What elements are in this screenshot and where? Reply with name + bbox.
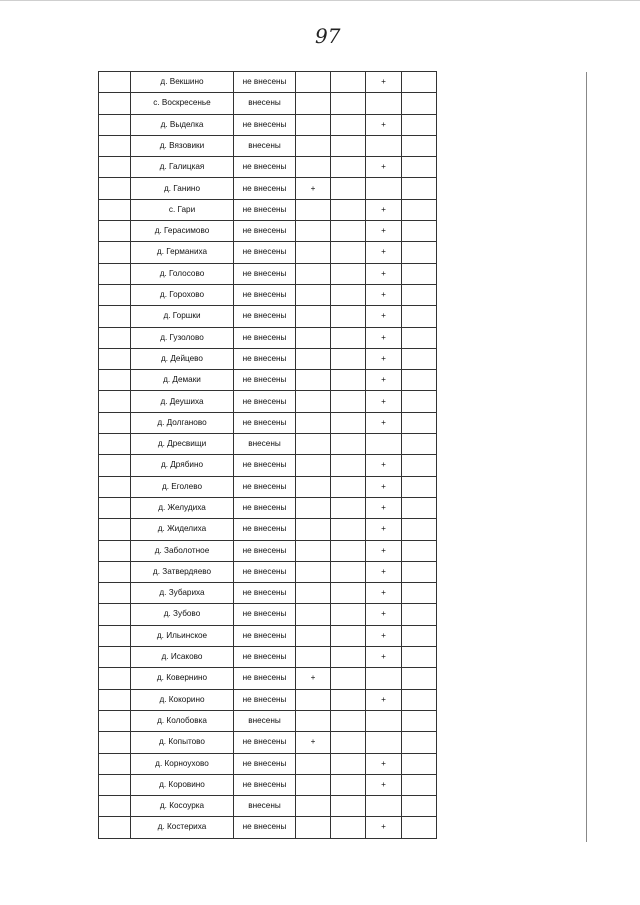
table-row	[99, 625, 437, 646]
mark-cell-3	[296, 263, 331, 284]
row-index-cell	[99, 284, 131, 305]
inclusion-status: не внесены	[234, 370, 296, 391]
mark-cell-4	[331, 242, 366, 263]
row-index-cell	[99, 625, 131, 646]
mark-cell-3	[296, 221, 331, 242]
settlement-name: д. Векшино	[131, 72, 234, 93]
inclusion-status: не внесены	[234, 263, 296, 284]
settlement-name: д. Затвердяево	[131, 561, 234, 582]
mark-cell-4	[331, 306, 366, 327]
inclusion-status: не внесены	[234, 561, 296, 582]
settlement-name: д. Желудиха	[131, 497, 234, 518]
mark-cell-5: +	[366, 647, 402, 668]
settlement-name: д. Еголево	[131, 476, 234, 497]
settlement-name: д. Горохово	[131, 284, 234, 305]
table-row	[99, 327, 437, 348]
inclusion-status: внесены	[234, 135, 296, 156]
settlement-name: д. Жиделиха	[131, 519, 234, 540]
mark-cell-5: +	[366, 221, 402, 242]
settlement-name: д. Заболотное	[131, 540, 234, 561]
mark-cell-6	[402, 732, 437, 753]
table-row	[99, 519, 437, 540]
mark-cell-3	[296, 710, 331, 731]
mark-cell-4	[331, 263, 366, 284]
mark-cell-5: +	[366, 476, 402, 497]
table-row	[99, 796, 437, 817]
inclusion-status: не внесены	[234, 540, 296, 561]
mark-cell-3	[296, 774, 331, 795]
row-index-cell	[99, 455, 131, 476]
mark-cell-6	[402, 72, 437, 93]
mark-cell-6	[402, 625, 437, 646]
mark-cell-5	[366, 434, 402, 455]
inclusion-status: не внесены	[234, 178, 296, 199]
inclusion-status: внесены	[234, 710, 296, 731]
settlement-name: д. Зубариха	[131, 583, 234, 604]
table-row	[99, 753, 437, 774]
row-index-cell	[99, 157, 131, 178]
inclusion-status: не внесены	[234, 412, 296, 433]
mark-cell-3	[296, 284, 331, 305]
mark-cell-5: +	[366, 263, 402, 284]
mark-cell-6	[402, 497, 437, 518]
mark-cell-6	[402, 135, 437, 156]
table-row	[99, 710, 437, 731]
table-row	[99, 732, 437, 753]
table-row	[99, 817, 437, 838]
table-row	[99, 583, 437, 604]
mark-cell-3	[296, 625, 331, 646]
mark-cell-6	[402, 348, 437, 369]
row-index-cell	[99, 221, 131, 242]
inclusion-status: не внесены	[234, 732, 296, 753]
row-index-cell	[99, 391, 131, 412]
inclusion-status: не внесены	[234, 625, 296, 646]
table-row	[99, 263, 437, 284]
inclusion-status: не внесены	[234, 306, 296, 327]
row-index-cell	[99, 348, 131, 369]
mark-cell-5: +	[366, 625, 402, 646]
mark-cell-4	[331, 412, 366, 433]
mark-cell-5: +	[366, 157, 402, 178]
mark-cell-4	[331, 327, 366, 348]
settlement-name: с. Гари	[131, 199, 234, 220]
inclusion-status: не внесены	[234, 391, 296, 412]
mark-cell-4	[331, 157, 366, 178]
mark-cell-3	[296, 412, 331, 433]
table-row	[99, 647, 437, 668]
table-row	[99, 561, 437, 582]
mark-cell-4	[331, 476, 366, 497]
table-row	[99, 157, 437, 178]
row-index-cell	[99, 93, 131, 114]
mark-cell-3	[296, 753, 331, 774]
mark-cell-4	[331, 114, 366, 135]
mark-cell-6	[402, 540, 437, 561]
row-index-cell	[99, 774, 131, 795]
mark-cell-6	[402, 604, 437, 625]
mark-cell-5: +	[366, 370, 402, 391]
row-index-cell	[99, 519, 131, 540]
table-body	[99, 72, 437, 839]
row-index-cell	[99, 540, 131, 561]
row-index-cell	[99, 135, 131, 156]
mark-cell-5: +	[366, 689, 402, 710]
mark-cell-5: +	[366, 306, 402, 327]
mark-cell-3	[296, 796, 331, 817]
mark-cell-5	[366, 732, 402, 753]
mark-cell-6	[402, 391, 437, 412]
mark-cell-4	[331, 689, 366, 710]
mark-cell-6	[402, 242, 437, 263]
row-index-cell	[99, 263, 131, 284]
inclusion-status: не внесены	[234, 604, 296, 625]
mark-cell-6	[402, 306, 437, 327]
inclusion-status: не внесены	[234, 284, 296, 305]
page-number: 97	[315, 24, 341, 48]
row-index-cell	[99, 668, 131, 689]
mark-cell-4	[331, 178, 366, 199]
table-row	[99, 284, 437, 305]
table-row	[99, 604, 437, 625]
settlement-name: д. Кокорино	[131, 689, 234, 710]
row-index-cell	[99, 178, 131, 199]
table-row	[99, 668, 437, 689]
mark-cell-5: +	[366, 583, 402, 604]
inclusion-status: не внесены	[234, 476, 296, 497]
inclusion-status: не внесены	[234, 327, 296, 348]
mark-cell-3	[296, 157, 331, 178]
row-index-cell	[99, 753, 131, 774]
mark-cell-5: +	[366, 817, 402, 838]
mark-cell-4	[331, 774, 366, 795]
mark-cell-5	[366, 668, 402, 689]
mark-cell-6	[402, 689, 437, 710]
mark-cell-3	[296, 689, 331, 710]
mark-cell-6	[402, 561, 437, 582]
mark-cell-5: +	[366, 114, 402, 135]
mark-cell-5	[366, 135, 402, 156]
mark-cell-4	[331, 732, 366, 753]
mark-cell-3: +	[296, 668, 331, 689]
mark-cell-3	[296, 455, 331, 476]
row-index-cell	[99, 327, 131, 348]
mark-cell-6	[402, 519, 437, 540]
table-row	[99, 497, 437, 518]
table-row	[99, 199, 437, 220]
mark-cell-3	[296, 199, 331, 220]
row-index-cell	[99, 476, 131, 497]
mark-cell-3	[296, 519, 331, 540]
inclusion-status: не внесены	[234, 497, 296, 518]
mark-cell-4	[331, 796, 366, 817]
mark-cell-3	[296, 647, 331, 668]
table-row	[99, 93, 437, 114]
row-index-cell	[99, 647, 131, 668]
inclusion-status: не внесены	[234, 114, 296, 135]
mark-cell-5: +	[366, 72, 402, 93]
mark-cell-4	[331, 199, 366, 220]
mark-cell-6	[402, 263, 437, 284]
mark-cell-3	[296, 583, 331, 604]
row-index-cell	[99, 412, 131, 433]
mark-cell-5: +	[366, 391, 402, 412]
table-row	[99, 434, 437, 455]
table-row	[99, 348, 437, 369]
settlement-name: д. Коровино	[131, 774, 234, 795]
mark-cell-3	[296, 114, 331, 135]
mark-cell-6	[402, 93, 437, 114]
mark-cell-6	[402, 455, 437, 476]
inclusion-status: не внесены	[234, 157, 296, 178]
mark-cell-4	[331, 625, 366, 646]
table-row	[99, 221, 437, 242]
mark-cell-4	[331, 72, 366, 93]
settlement-name: д. Дресвищи	[131, 434, 234, 455]
mark-cell-4	[331, 221, 366, 242]
inclusion-status: не внесены	[234, 647, 296, 668]
row-index-cell	[99, 497, 131, 518]
settlements-table	[98, 71, 437, 839]
mark-cell-3	[296, 327, 331, 348]
settlement-name: д. Германиха	[131, 242, 234, 263]
mark-cell-4	[331, 284, 366, 305]
mark-cell-3	[296, 817, 331, 838]
mark-cell-4	[331, 93, 366, 114]
mark-cell-5: +	[366, 327, 402, 348]
inclusion-status: внесены	[234, 434, 296, 455]
inclusion-status: не внесены	[234, 583, 296, 604]
inclusion-status: не внесены	[234, 72, 296, 93]
row-index-cell	[99, 710, 131, 731]
mark-cell-4	[331, 561, 366, 582]
settlement-name: д. Выделка	[131, 114, 234, 135]
row-index-cell	[99, 242, 131, 263]
table-row	[99, 774, 437, 795]
inclusion-status: не внесены	[234, 689, 296, 710]
table-row	[99, 178, 437, 199]
mark-cell-4	[331, 519, 366, 540]
settlement-name: с. Воскресенье	[131, 93, 234, 114]
table-row	[99, 476, 437, 497]
inclusion-status: не внесены	[234, 348, 296, 369]
mark-cell-3	[296, 476, 331, 497]
mark-cell-5: +	[366, 604, 402, 625]
settlement-name: д. Костериха	[131, 817, 234, 838]
mark-cell-4	[331, 817, 366, 838]
table-row	[99, 114, 437, 135]
inclusion-status: внесены	[234, 93, 296, 114]
row-index-cell	[99, 72, 131, 93]
settlement-name: д. Ковернино	[131, 668, 234, 689]
mark-cell-4	[331, 370, 366, 391]
settlement-name: д. Голосово	[131, 263, 234, 284]
settlement-name: д. Горшки	[131, 306, 234, 327]
settlement-name: д. Долганово	[131, 412, 234, 433]
mark-cell-3	[296, 370, 331, 391]
row-index-cell	[99, 199, 131, 220]
row-index-cell	[99, 583, 131, 604]
table-row	[99, 689, 437, 710]
mark-cell-3	[296, 561, 331, 582]
mark-cell-4	[331, 647, 366, 668]
mark-cell-3	[296, 348, 331, 369]
mark-cell-4	[331, 135, 366, 156]
mark-cell-4	[331, 348, 366, 369]
row-index-cell	[99, 434, 131, 455]
margin-line	[586, 72, 587, 842]
mark-cell-6	[402, 476, 437, 497]
inclusion-status: не внесены	[234, 455, 296, 476]
inclusion-status: не внесены	[234, 817, 296, 838]
settlement-name: д. Галицкая	[131, 157, 234, 178]
mark-cell-6	[402, 157, 437, 178]
mark-cell-6	[402, 114, 437, 135]
mark-cell-3	[296, 306, 331, 327]
mark-cell-6	[402, 284, 437, 305]
row-index-cell	[99, 689, 131, 710]
mark-cell-5: +	[366, 774, 402, 795]
settlement-name: д. Вязовики	[131, 135, 234, 156]
mark-cell-4	[331, 583, 366, 604]
mark-cell-5: +	[366, 497, 402, 518]
table-row	[99, 540, 437, 561]
mark-cell-4	[331, 391, 366, 412]
mark-cell-4	[331, 434, 366, 455]
table-row	[99, 242, 437, 263]
table-row	[99, 135, 437, 156]
settlement-name: д. Исаково	[131, 647, 234, 668]
inclusion-status: не внесены	[234, 242, 296, 263]
mark-cell-5: +	[366, 348, 402, 369]
mark-cell-3: +	[296, 732, 331, 753]
inclusion-status: не внесены	[234, 519, 296, 540]
mark-cell-5: +	[366, 540, 402, 561]
inclusion-status: не внесены	[234, 199, 296, 220]
table-row	[99, 306, 437, 327]
mark-cell-4	[331, 604, 366, 625]
row-index-cell	[99, 306, 131, 327]
mark-cell-5	[366, 93, 402, 114]
row-index-cell	[99, 796, 131, 817]
inclusion-status: не внесены	[234, 753, 296, 774]
row-index-cell	[99, 817, 131, 838]
settlement-name: д. Копытово	[131, 732, 234, 753]
mark-cell-3	[296, 604, 331, 625]
row-index-cell	[99, 732, 131, 753]
mark-cell-5: +	[366, 455, 402, 476]
settlement-name: д. Деушиха	[131, 391, 234, 412]
mark-cell-3	[296, 242, 331, 263]
mark-cell-4	[331, 497, 366, 518]
mark-cell-6	[402, 753, 437, 774]
mark-cell-6	[402, 796, 437, 817]
table-row	[99, 370, 437, 391]
inclusion-status: не внесены	[234, 668, 296, 689]
mark-cell-5: +	[366, 242, 402, 263]
mark-cell-6	[402, 327, 437, 348]
table-row	[99, 455, 437, 476]
table-row	[99, 412, 437, 433]
mark-cell-5	[366, 710, 402, 731]
mark-cell-3: +	[296, 178, 331, 199]
row-index-cell	[99, 114, 131, 135]
mark-cell-6	[402, 774, 437, 795]
mark-cell-3	[296, 434, 331, 455]
settlement-name: д. Ильинское	[131, 625, 234, 646]
mark-cell-6	[402, 412, 437, 433]
mark-cell-6	[402, 178, 437, 199]
table-row	[99, 72, 437, 93]
mark-cell-5: +	[366, 412, 402, 433]
row-index-cell	[99, 370, 131, 391]
mark-cell-3	[296, 540, 331, 561]
mark-cell-6	[402, 583, 437, 604]
row-index-cell	[99, 604, 131, 625]
settlement-name: д. Дрябино	[131, 455, 234, 476]
mark-cell-6	[402, 668, 437, 689]
mark-cell-5: +	[366, 284, 402, 305]
mark-cell-4	[331, 540, 366, 561]
settlement-name: д. Дейцево	[131, 348, 234, 369]
mark-cell-5: +	[366, 561, 402, 582]
mark-cell-3	[296, 93, 331, 114]
mark-cell-3	[296, 497, 331, 518]
settlement-name: д. Колобовка	[131, 710, 234, 731]
mark-cell-5: +	[366, 199, 402, 220]
mark-cell-5: +	[366, 519, 402, 540]
row-index-cell	[99, 561, 131, 582]
mark-cell-3	[296, 72, 331, 93]
mark-cell-5	[366, 796, 402, 817]
mark-cell-4	[331, 710, 366, 731]
settlement-name: д. Герасимово	[131, 221, 234, 242]
mark-cell-3	[296, 135, 331, 156]
inclusion-status: внесены	[234, 796, 296, 817]
table-row	[99, 391, 437, 412]
mark-cell-5: +	[366, 753, 402, 774]
mark-cell-6	[402, 434, 437, 455]
mark-cell-6	[402, 199, 437, 220]
inclusion-status: не внесены	[234, 774, 296, 795]
mark-cell-4	[331, 668, 366, 689]
mark-cell-4	[331, 455, 366, 476]
inclusion-status: не внесены	[234, 221, 296, 242]
mark-cell-6	[402, 817, 437, 838]
settlement-name: д. Ганино	[131, 178, 234, 199]
mark-cell-6	[402, 647, 437, 668]
mark-cell-6	[402, 370, 437, 391]
scan-edge	[0, 0, 640, 1]
mark-cell-5	[366, 178, 402, 199]
settlement-name: д. Корноухово	[131, 753, 234, 774]
settlement-name: д. Зубово	[131, 604, 234, 625]
settlement-name: д. Косоурка	[131, 796, 234, 817]
mark-cell-6	[402, 221, 437, 242]
mark-cell-3	[296, 391, 331, 412]
settlement-name: д. Гузолово	[131, 327, 234, 348]
mark-cell-6	[402, 710, 437, 731]
settlement-name: д. Демаки	[131, 370, 234, 391]
mark-cell-4	[331, 753, 366, 774]
